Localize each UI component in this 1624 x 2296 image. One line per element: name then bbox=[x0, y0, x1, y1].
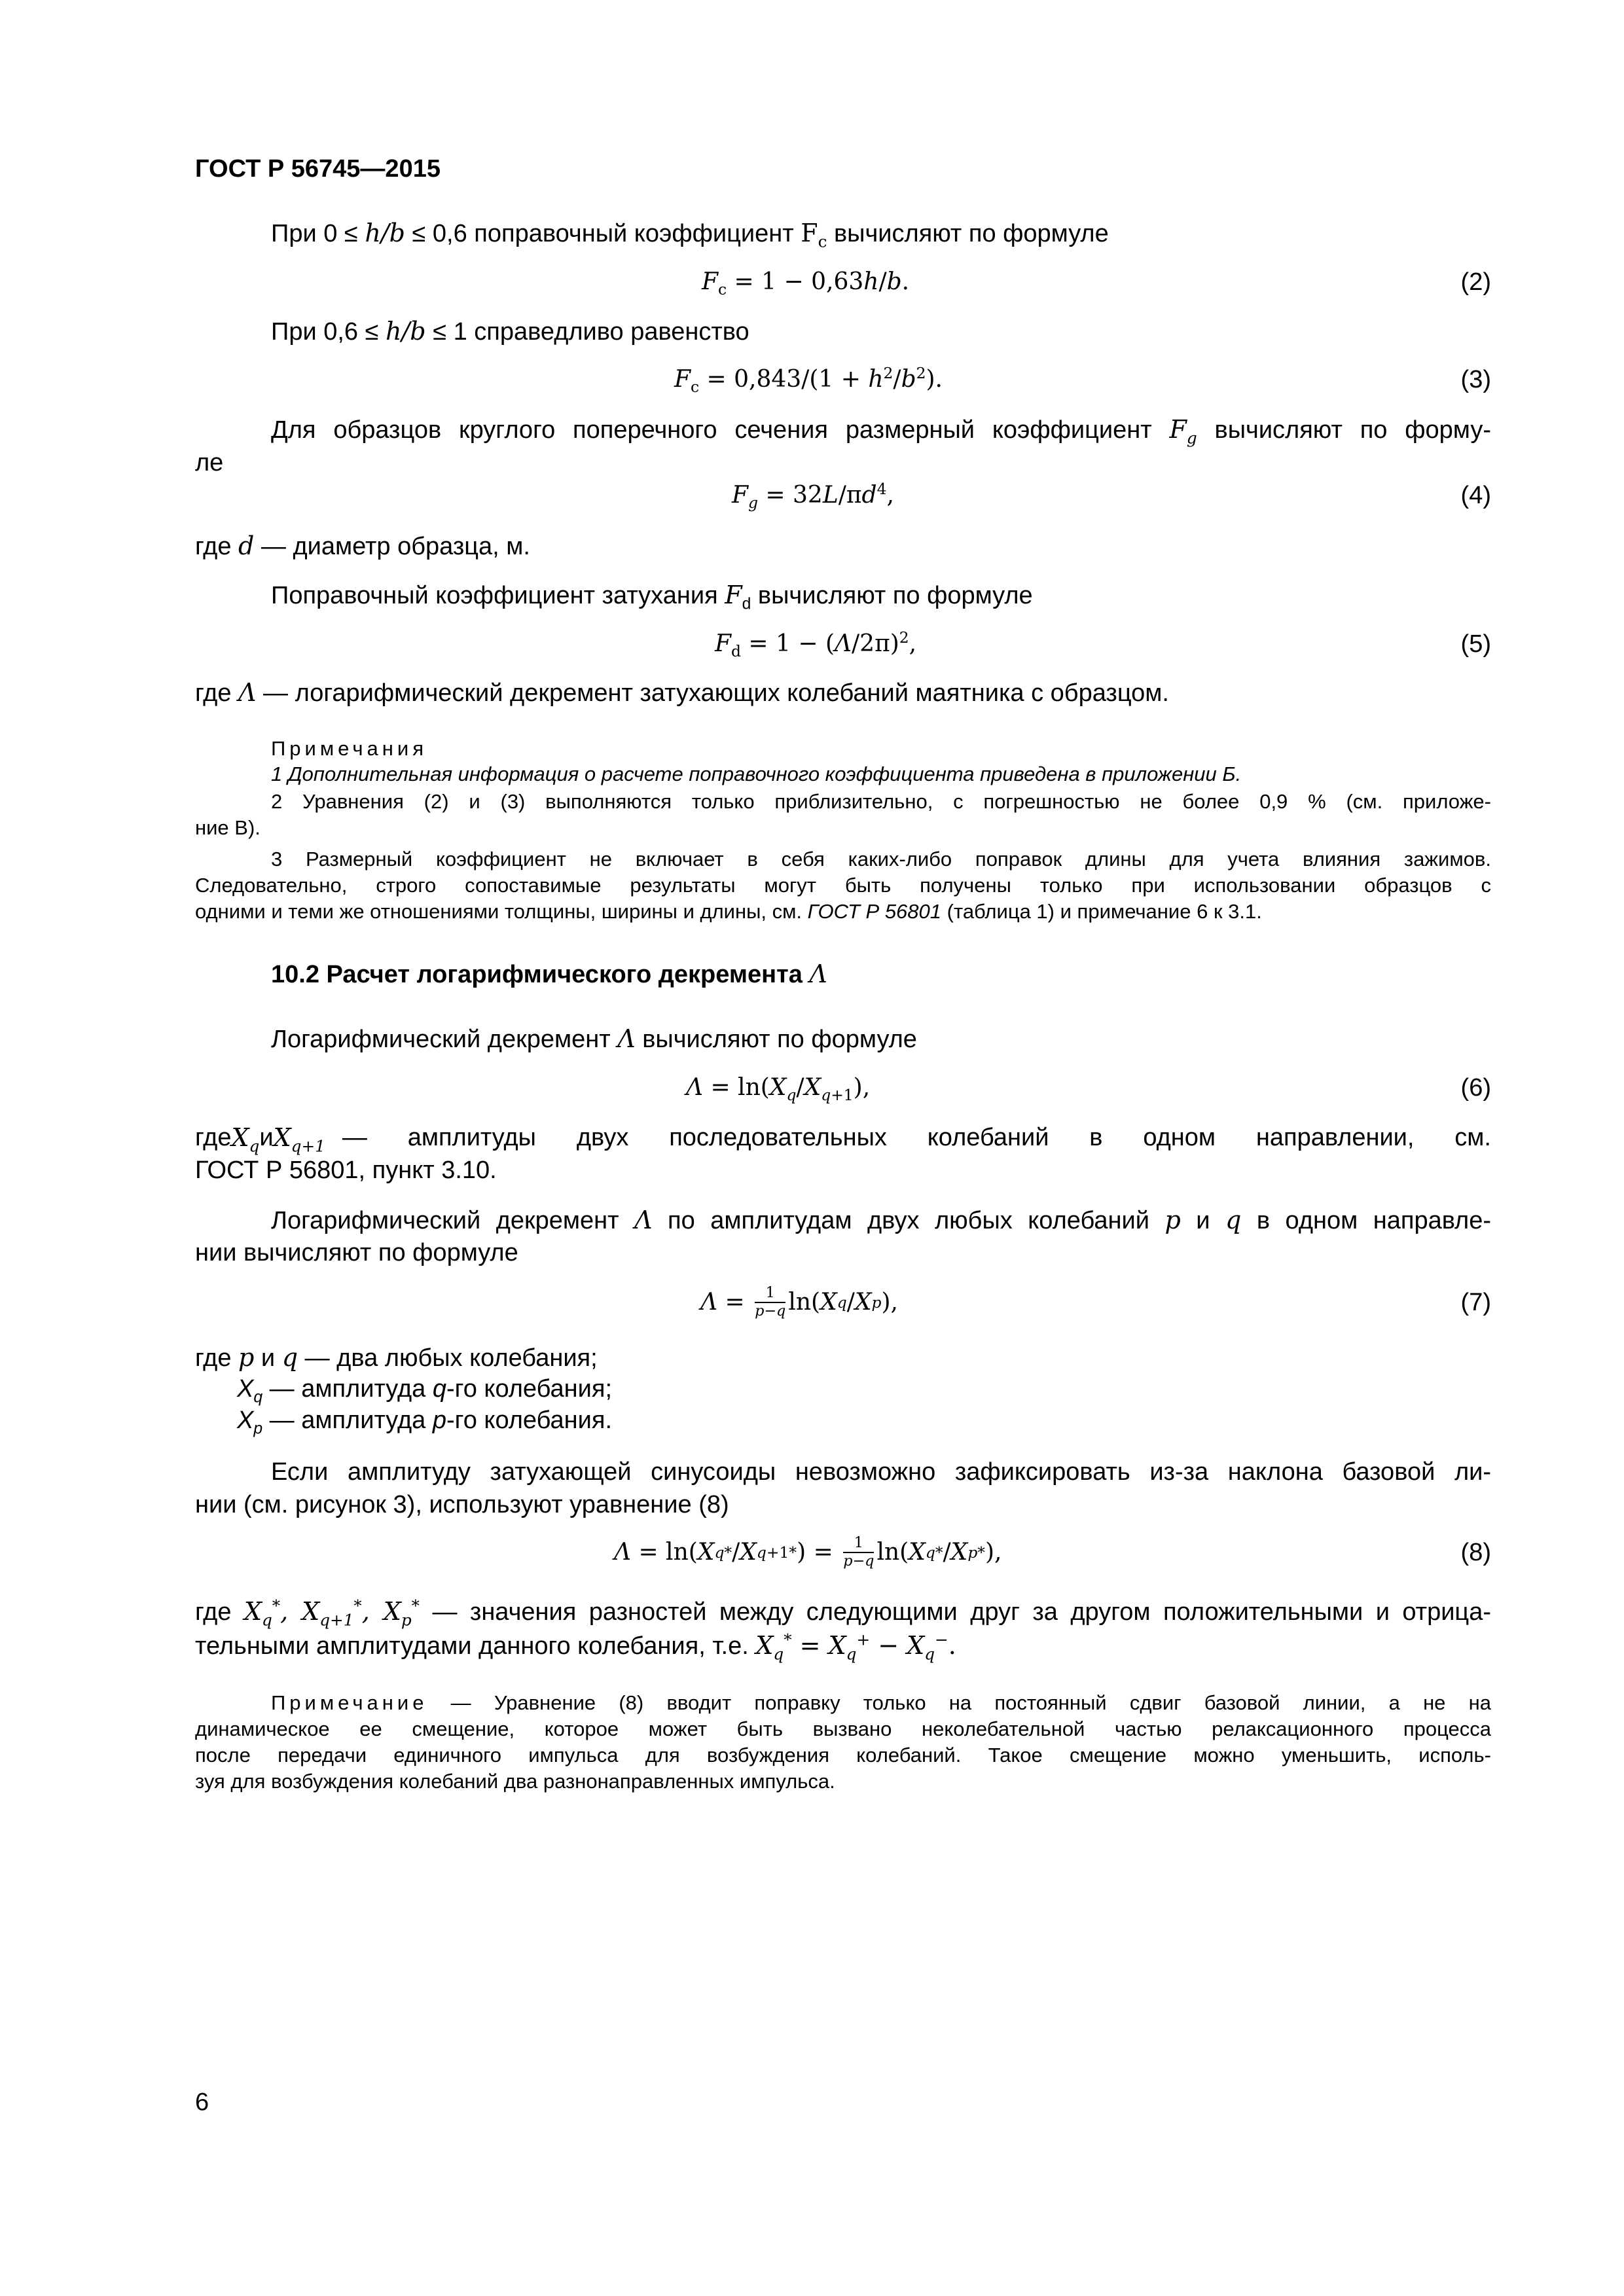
page-number: 6 bbox=[195, 2089, 209, 2116]
equation-number-5: (5) bbox=[1460, 630, 1491, 658]
equation-2: $F_c = 1 - 0,63h/b$. bbox=[702, 268, 910, 299]
paragraph-baseline-line1: Если амплитуду затухающей синусоиды невозможно зафиксировать из-за наклона базовой ли- bbox=[271, 1458, 1491, 1486]
paragraph-xq-def: $X_q$ — амплитуда q-го колебания; bbox=[237, 1375, 613, 1407]
paragraph-lambda-pq-line1: Логарифмический декремент Λ по амплитудам двух любых колебаний p и q в одном направле- bbox=[271, 1206, 1492, 1234]
equation-number-6: (6) bbox=[1460, 1074, 1491, 1102]
equation-number-7: (7) bbox=[1460, 1289, 1491, 1316]
final-note-line3: после передачи единичного импульса для возбуждения колебаний. Такое смещение можно уменьшить, исполь- bbox=[195, 1744, 1491, 1767]
paragraph-fg-line1: Для образцов круглого поперечного сечения размерный коэффициент $F_g$ вычисляют по форму- bbox=[271, 415, 1491, 448]
equation-6: $\Lambda = \ln(X_q/X_{q+1})$, bbox=[686, 1074, 871, 1105]
section-title-10-2: 10.2 Расчет логарифмического декремента Λ bbox=[271, 960, 827, 988]
equation-number-2: (2) bbox=[1460, 268, 1491, 296]
note-2-line1: 2 Уравнения (2) и (3) выполняются только приблизительно, с погрешностью не более 0,9 % (см. приложе- bbox=[271, 790, 1491, 813]
paragraph-where-xq-line2: ГОСТ Р 56801, пункт 3.10. bbox=[195, 1157, 497, 1184]
paragraph-where-xq-line1: где $X_q$ и $X_{q+1}$ — амплитуды двух последовательных колебаний в одном направлении, см. bbox=[195, 1123, 1491, 1156]
note-3-line1: 3 Размерный коэффициент не включает в себя каких-либо поправок длины для учета влияния зажимов. bbox=[271, 848, 1491, 870]
paragraph-where-lambda: где Λ — логарифмический декремент затухающих колебаний маятника с образцом. bbox=[195, 678, 1169, 707]
final-note-line4: зуя для возбуждения колебаний два разнонаправленных импульса. bbox=[195, 1770, 835, 1793]
equation-5: $F_d = 1 - (\Lambda/2\pi)^2$, bbox=[715, 628, 917, 661]
paragraph-where-xstar-line1: где $X_q^*$, $X_{q+1}^*$, $X_p^*$ — значения разностей между следующими друг за другом положительными и отрица- bbox=[195, 1596, 1491, 1630]
paragraph-xp-def: $X_p$ — амплитуда p-го колебания. bbox=[237, 1407, 613, 1438]
equation-number-4: (4) bbox=[1460, 482, 1491, 509]
equation-3: $F_c = 0,843/(1 + h^2/b^2)$. bbox=[674, 364, 943, 397]
paragraph-equality-condition: При 0,6 ≤ h/b ≤ 1 справедливо равенство bbox=[271, 317, 749, 346]
final-note-line2: динамическое ее смещение, которое может быть вызвано неколебательной частью релаксационного процесса bbox=[195, 1717, 1491, 1740]
equation-number-8: (8) bbox=[1460, 1539, 1491, 1566]
note-3-line3: одними и теми же отношениями толщины, ширины и длины, см. ГОСТ Р 56801 (таблица 1) и примечание 6 к 3.1. bbox=[195, 900, 1262, 923]
paragraph-lambda-formula: Логарифмический декремент Λ вычисляют по формуле bbox=[271, 1024, 917, 1053]
paragraph-baseline-line2: нии (см. рисунок 3), используют уравнение (8) bbox=[195, 1491, 729, 1518]
note-3-line2: Следовательно, строго сопоставимые результаты могут быть получены только при использовании образцов с bbox=[195, 874, 1491, 897]
paragraph-where-d: где d — диаметр образца, м. bbox=[195, 531, 530, 560]
equation-7: Λ = $\frac{1}{p-q}$ ln( X q / X p ), bbox=[700, 1284, 898, 1319]
paragraph-where-xstar-line2: тельными амплитудами данного колебания, т.е. $X_q^* = X_q^+ - X_q^-$. bbox=[195, 1630, 956, 1664]
final-note-line1: Примечание — Уравнение (8) вводит поправку только на постоянный сдвиг базовой линии, а не на bbox=[271, 1691, 1491, 1714]
equation-4: $F_g = 32L/\pi d^4$, bbox=[732, 480, 894, 512]
note-1: 1 Дополнительная информация о расчете поправочного коэффициента приведена в приложении Б. bbox=[271, 762, 1242, 785]
paragraph-fg-line2: ле bbox=[195, 449, 224, 476]
document-id: ГОСТ Р 56745—2015 bbox=[195, 155, 441, 183]
paragraph-fd: Поправочный коэффициент затухания $F_d$ вычисляют по формуле bbox=[271, 581, 1033, 613]
paragraph-where-pq: где p и q — два любых колебания; bbox=[195, 1343, 598, 1372]
paragraph-fc-condition: При 0 ≤ h/b ≤ 0,6 поправочный коэффициент $F_c$ вычисляют по формуле bbox=[271, 219, 1109, 251]
note-2-line2: ние В). bbox=[195, 816, 261, 839]
equation-8: Λ = ln( X q * / X q+1 * ) = $\frac{1}{p-q}$ ln( X q * / X p * ), bbox=[614, 1534, 1002, 1570]
notes-heading: Примечания bbox=[271, 737, 427, 760]
paragraph-lambda-pq-line2: нии вычисляют по формуле bbox=[195, 1239, 518, 1266]
equation-number-3: (3) bbox=[1460, 366, 1491, 393]
